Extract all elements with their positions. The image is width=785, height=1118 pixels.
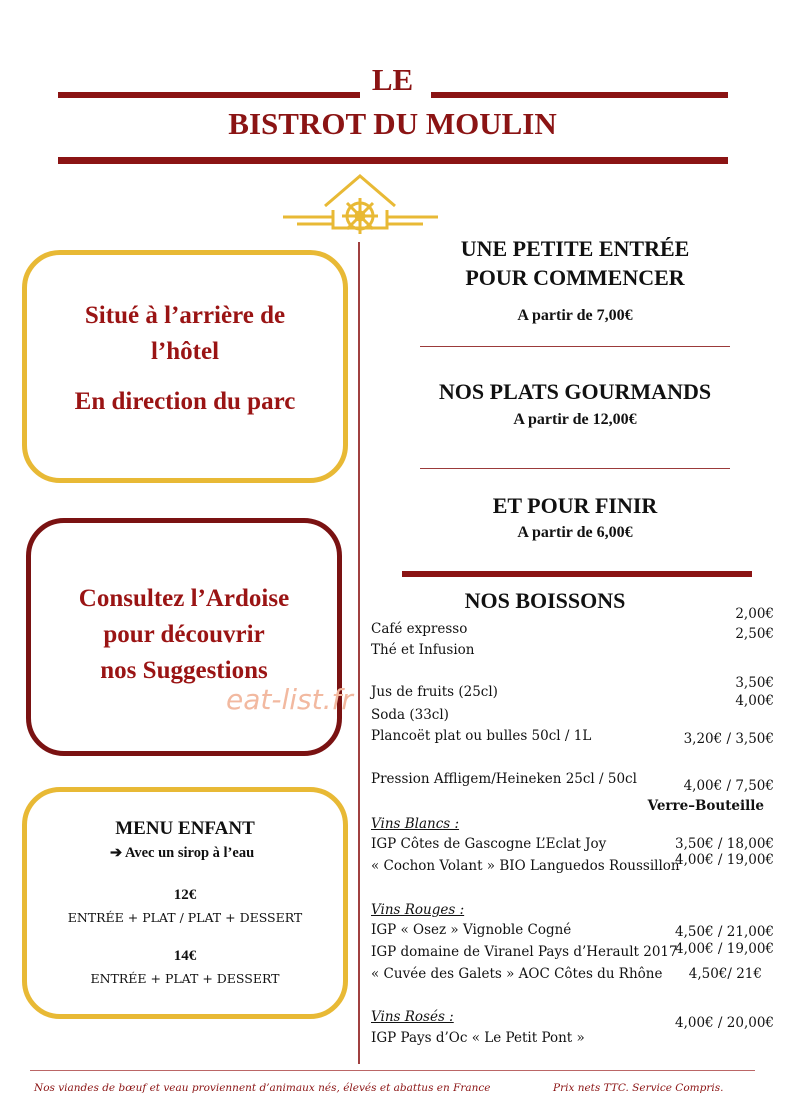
drink-plancoet-price: 3,20€ / 3,50€ [683,731,774,747]
location-line-3: En direction du parc [74,388,296,415]
divider-2 [420,468,730,469]
kids-menu-note: ➔ Avec un sirop à l’eau [110,845,255,861]
drink-soda-price: 4,00€ [735,693,774,709]
wine-red-1-price: 4,50€ / 21,00€ [674,924,774,940]
kids-menu-desc-2: ENTRÉE + PLAT + DESSERT [90,971,280,986]
watermark: eat-list.fr [226,683,353,716]
drink-cafe-price: 2,00€ [735,606,774,622]
drinks-title: NOS BOISSONS [464,588,626,613]
drink-soda: Soda (33cl) [371,707,449,723]
kids-menu-price-2: 14€ [173,948,197,964]
wine-white-2-price: 4,00€ / 19,00€ [674,852,774,868]
drink-pression-price: 4,00€ / 7,50€ [683,778,774,794]
column-divider [358,242,360,1064]
mill-logo-icon [283,170,438,242]
wine-rose-1: IGP Pays d’Oc « Le Petit Pont » [371,1030,585,1046]
starters-price: A partir de 7,00€ [517,307,633,324]
drink-the-price: 2,50€ [735,626,774,642]
drink-jus: Jus de fruits (25cl) [371,684,498,700]
title-line-2: BISTROT DU MOULIN [228,106,557,141]
verre-bouteille-label: Verre–Bouteille [647,798,764,814]
wines-red-title: Vins Rouges : [371,902,465,918]
title-line-1: LE [371,62,414,97]
ardoise-line-2: pour découvrir [103,621,265,648]
starters-title-1: UNE PETITE ENTRÉE [460,236,690,261]
drink-plancoet: Plancoët plat ou bulles 50cl / 1L [371,728,592,744]
drink-the: Thé et Infusion [371,642,475,658]
location-line-1: Situé à l’arrière de [84,302,286,329]
wine-white-1-price: 3,50€ / 18,00€ [674,836,774,852]
drink-cafe: Café expresso [371,621,468,637]
wines-rose-title: Vins Rosés : [371,1009,454,1025]
wine-red-2-price: 4,00€ / 19,00€ [674,941,774,957]
header-rule-bottom [58,157,728,164]
ardoise-line-1: Consultez l’Ardoise [78,585,290,612]
wine-red-1: IGP « Osez » Vignoble Cogné [371,922,572,938]
wine-red-2: IGP domaine de Viranel Pays d’Herault 2017 [371,944,678,960]
mains-title: NOS PLATS GOURMANDS [438,379,712,404]
wine-rose-1-price: 4,00€ / 20,00€ [674,1015,774,1031]
wine-white-2: « Cochon Volant » BIO Languedos Roussillon [371,858,680,874]
wine-red-3: « Cuvée des Galets » AOC Côtes du Rhône [371,966,663,982]
desserts-price: A partir de 6,00€ [517,524,633,541]
location-line-2: l’hôtel [150,338,220,365]
kids-menu-price-1: 12€ [173,887,197,903]
starters-title-2: POUR COMMENCER [465,265,685,290]
wine-white-1: IGP Côtes de Gascogne L’Eclat Joy [371,836,607,852]
drink-pression: Pression Affligem/Heineken 25cl / 50cl [371,771,637,787]
divider-1 [420,346,730,347]
kids-menu-title: MENU ENFANT [115,818,255,839]
drinks-rule [402,571,752,577]
wine-red-3-price: 4,50€/ 21€ [688,966,762,982]
footer-rule [30,1070,755,1071]
footer-origin-note: Nos viandes de bœuf et veau proviennent d’animaux nés, élevés et abattus en France [34,1082,491,1094]
ardoise-line-3: nos Suggestions [100,657,268,684]
location-box [22,250,348,483]
wines-white-title: Vins Blancs : [371,816,460,832]
kids-menu-desc-1: ENTRÉE + PLAT / PLAT + DESSERT [67,910,303,925]
drink-jus-price: 3,50€ [735,675,774,691]
footer-price-note: Prix nets TTC. Service Compris. [553,1082,724,1094]
mains-price: A partir de 12,00€ [513,411,637,428]
desserts-title: ET POUR FINIR [492,493,658,518]
